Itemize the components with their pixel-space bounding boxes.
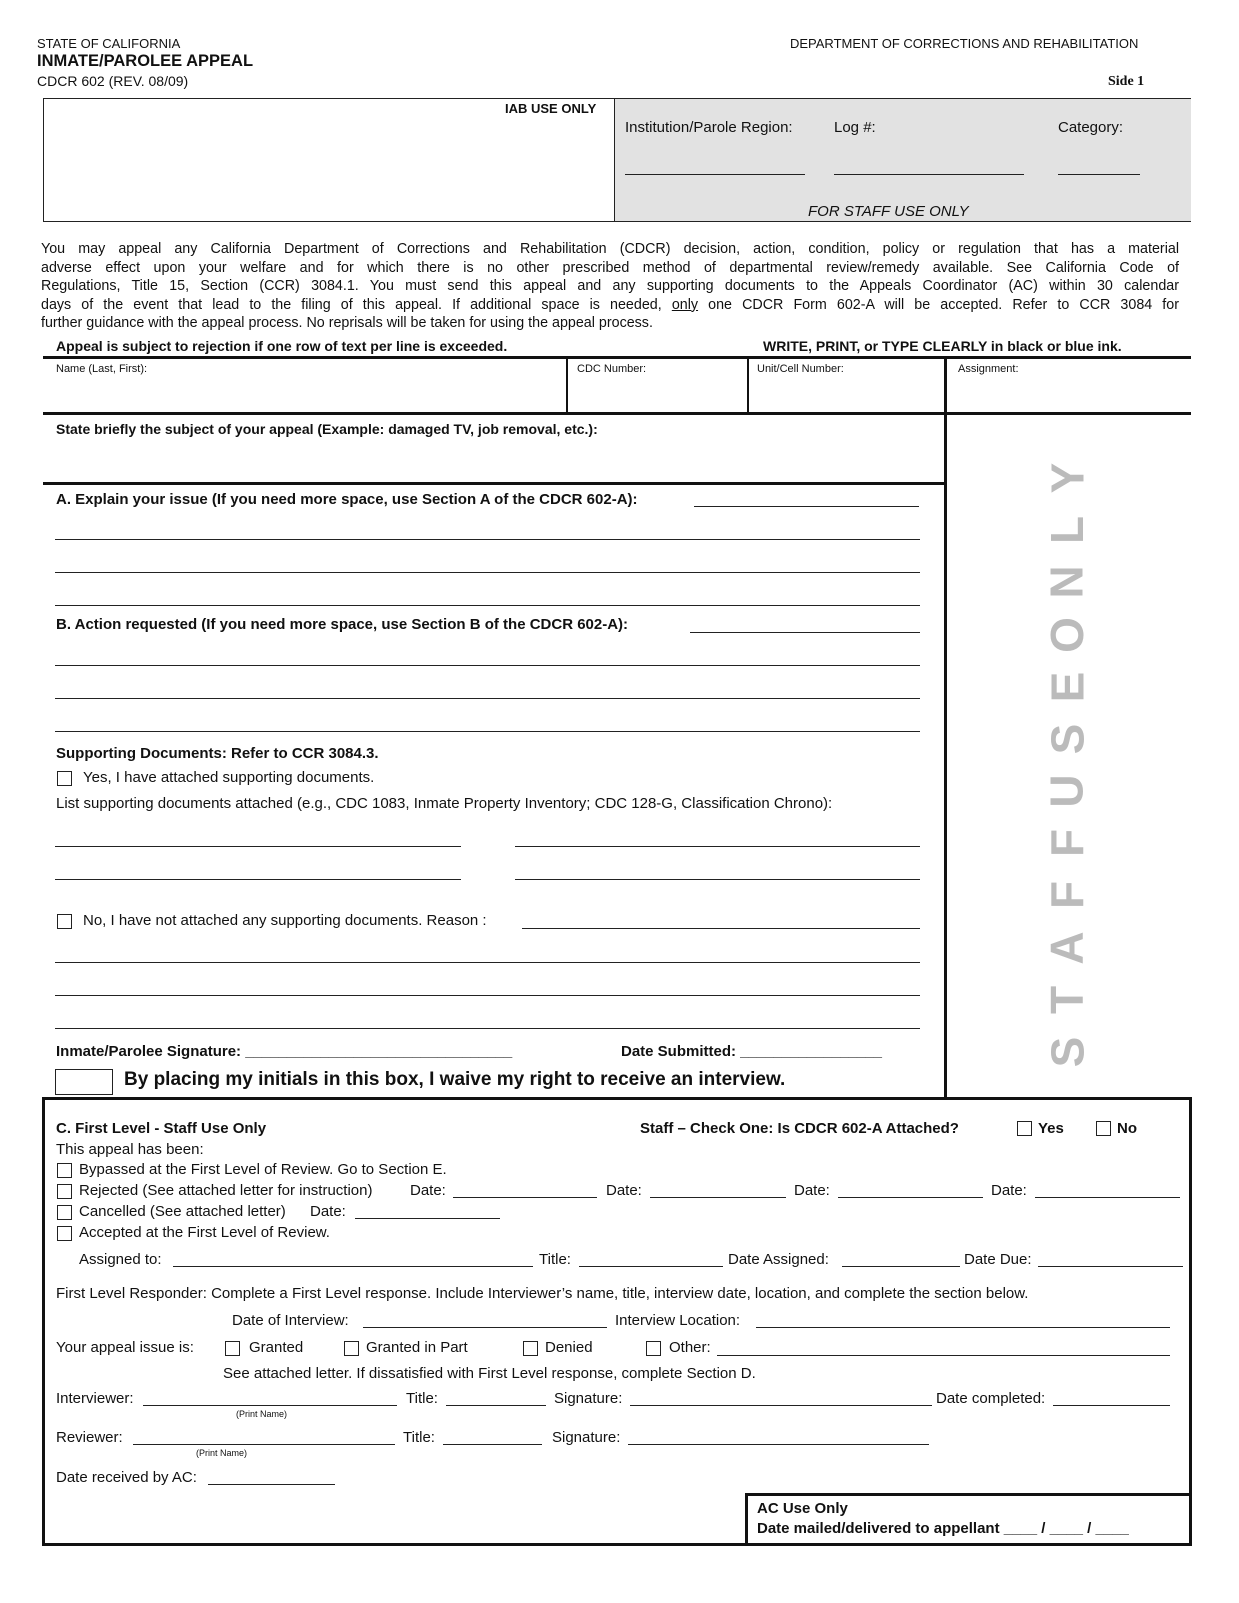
date-completed-field[interactable] [1053, 1405, 1170, 1406]
rejected-date-label: Date: [606, 1182, 642, 1199]
rejected-label: Rejected (See attached letter for instruction) [79, 1182, 373, 1199]
accepted-checkbox[interactable] [57, 1226, 72, 1241]
staff-use-only-vertical [1037, 455, 1097, 1075]
section-b-line[interactable] [690, 632, 920, 633]
see-letter-text: See attached letter. If dissatisfied with First Level response, complete Section D. [223, 1365, 756, 1382]
reviewer-field[interactable] [133, 1444, 395, 1445]
intro-line4-pre: days of the event that lead to the filing of this appeal. If additional space is needed, [41, 296, 662, 313]
assigned-title-label: Title: [539, 1251, 571, 1268]
cancelled-label: Cancelled (See attached letter) [79, 1203, 286, 1220]
section-c-title: C. First Level - Staff Use Only [56, 1120, 267, 1137]
supporting-docs-title: Supporting Documents: Refer to CCR 3084.3. [56, 745, 379, 762]
rejection-note: Appeal is subject to rejection if one row of text per line is exceeded. [56, 338, 508, 354]
print-name-hint: (Print Name) [236, 1409, 288, 1419]
interviewer-title-label: Title: [406, 1390, 438, 1407]
write-clearly-note: WRITE, PRINT, or TYPE CLEARLY in black or blue ink. [763, 338, 1122, 354]
staff-letter: E [1041, 671, 1093, 703]
fields-bottom-rule [43, 412, 1191, 415]
cancelled-date-field[interactable] [355, 1218, 500, 1219]
docs-line[interactable] [55, 846, 461, 847]
intro-line4-post: one CDCR Form 602-A will be accepted. Refer to CCR 3084 for [708, 296, 1179, 313]
department-label: DEPARTMENT OF CORRECTIONS AND REHABILITATION [790, 36, 1139, 51]
interview-location-label: Interview Location: [615, 1312, 741, 1329]
reviewer-signature-label: Signature: [552, 1429, 621, 1446]
interviewer-field[interactable] [143, 1405, 397, 1406]
date-completed-label: Date completed: [936, 1390, 1046, 1407]
staff-letter: F [1040, 881, 1093, 910]
section-a-line[interactable] [694, 506, 919, 507]
date-interview-label: Date of Interview: [232, 1312, 349, 1329]
cancelled-checkbox[interactable] [57, 1205, 72, 1220]
subject-rule[interactable] [43, 482, 946, 485]
ac-divider [745, 1493, 748, 1545]
other-label: Other: [669, 1339, 711, 1356]
no-attached-label: No, I have not attached any supporting documents. Reason : [83, 912, 487, 929]
field-divider [747, 357, 749, 414]
responder-instructions: First Level Responder: Complete a First Level response. Include Interviewer’s name, title, interview date, location, and complete the section below. [56, 1285, 1029, 1302]
assignment-label: Assignment: [958, 363, 1019, 375]
intro-paragraph [41, 240, 1179, 333]
side-label: Side 1 [1108, 74, 1145, 89]
issue-is-label: Your appeal issue is: [56, 1339, 194, 1356]
staff-letter: O [1041, 616, 1093, 653]
rejected-date-field[interactable] [453, 1197, 597, 1198]
name-input[interactable] [56, 375, 561, 409]
staff-check-label: Staff – Check One: Is CDCR 602-A Attached? [640, 1120, 959, 1137]
ac-divider [745, 1493, 1190, 1496]
intro-line: You may appeal any California Department of Corrections and Rehabilitation (CDCR) decision, action, condition, policy or regulation that has a material [41, 241, 1179, 257]
date-due-field[interactable] [1038, 1266, 1183, 1267]
yes-attached-label: Yes, I have attached supporting documents. [83, 769, 375, 786]
staff-letter: S [1041, 723, 1093, 755]
granted-label: Granted [249, 1339, 304, 1356]
staff-letter: A [1040, 930, 1093, 965]
accepted-label: Accepted at the First Level of Review. [79, 1224, 330, 1241]
section-a-line[interactable] [55, 539, 920, 540]
institution-field[interactable] [625, 174, 805, 175]
granted-checkbox[interactable] [225, 1341, 240, 1356]
interview-location-field[interactable] [756, 1327, 1170, 1328]
assigned-to-field[interactable] [173, 1266, 533, 1267]
assigned-title-field[interactable] [579, 1266, 723, 1267]
initials-box[interactable] [55, 1069, 113, 1095]
date-due-label: Date Due: [964, 1251, 1032, 1268]
subject-label: State briefly the subject of your appeal (Example: damaged TV, job removal, etc.): [56, 421, 598, 437]
reviewer-title-field[interactable] [443, 1444, 542, 1445]
ac-use-only-label: AC Use Only [757, 1500, 848, 1517]
bypassed-label: Bypassed at the First Level of Review. Go to Section E. [79, 1161, 447, 1178]
rejected-date-field[interactable] [1035, 1197, 1180, 1198]
section-b-line[interactable] [55, 698, 920, 699]
reviewer-title-label: Title: [403, 1429, 435, 1446]
rule-divider [43, 356, 1191, 359]
unit-cell-input[interactable] [757, 375, 939, 409]
iab-use-label: IAB USE ONLY [505, 101, 597, 116]
reason-line[interactable] [55, 995, 920, 996]
interviewer-signature-field[interactable] [630, 1405, 932, 1406]
attached-yes-label: Yes [1038, 1120, 1064, 1137]
staff-letter: T [1040, 985, 1093, 1014]
log-label: Log #: [834, 119, 876, 136]
docs-line[interactable] [515, 879, 920, 880]
reason-line[interactable] [522, 928, 920, 929]
date-received-field[interactable] [208, 1484, 335, 1485]
reviewer-signature-field[interactable] [628, 1444, 929, 1445]
date-interview-field[interactable] [363, 1327, 607, 1328]
intro-only: only [671, 296, 699, 313]
date-assigned-label: Date Assigned: [728, 1251, 829, 1268]
staff-letter: N [1040, 565, 1093, 599]
rejected-date-label: Date: [991, 1182, 1027, 1199]
section-a-line[interactable] [55, 572, 920, 573]
docs-line[interactable] [515, 846, 920, 847]
has-been-label: This appeal has been: [56, 1141, 204, 1158]
institution-label: Institution/Parole Region: [625, 119, 793, 136]
interviewer-title-field[interactable] [446, 1405, 546, 1406]
denied-label: Denied [545, 1339, 593, 1356]
assignment-input[interactable] [958, 375, 1183, 409]
assigned-to-label: Assigned to: [79, 1251, 162, 1268]
no-attached-checkbox[interactable] [57, 914, 72, 929]
section-a-line[interactable] [55, 605, 920, 606]
granted-in-part-label: Granted in Part [366, 1339, 468, 1356]
staff-letter: L [1040, 516, 1093, 545]
reviewer-label: Reviewer: [56, 1429, 123, 1446]
section-b-label: B. Action requested (If you need more space, use Section B of the CDCR 602-A): [56, 616, 629, 633]
rejected-date-field[interactable] [838, 1197, 983, 1198]
granted-in-part-checkbox[interactable] [344, 1341, 359, 1356]
intro-line: Regulations, Title 15, Section (CCR) 3084.1. You must send this appeal and any supporting documents to the Appeals Coordinator (AC) within 30 calendar [41, 278, 1179, 294]
category-field[interactable] [1058, 174, 1140, 175]
waive-interview-text: By placing my initials in this box, I waive my right to receive an interview. [124, 1069, 786, 1090]
staff-letter: Y [1041, 462, 1093, 494]
name-label: Name (Last, First): [56, 363, 148, 375]
form-title: INMATE/PAROLEE APPEAL [37, 52, 254, 70]
rejected-date-label: Date: [794, 1182, 830, 1199]
attached-no-label: No [1117, 1120, 1137, 1137]
print-name-hint: (Print Name) [196, 1448, 248, 1458]
list-docs-label: List supporting documents attached (e.g., CDC 1083, Inmate Property Inventory; CDC 128-G, Classification Chrono): [56, 795, 833, 812]
date-submitted-label: Date Submitted: _________________ [621, 1043, 882, 1060]
bypassed-checkbox[interactable] [57, 1163, 72, 1178]
rejected-checkbox[interactable] [57, 1184, 72, 1199]
staff-letter: F [1040, 829, 1093, 858]
date-received-label: Date received by AC: [56, 1469, 197, 1486]
attached-no-checkbox[interactable] [1096, 1121, 1111, 1136]
intro-line: further guidance with the appeal process. No reprisals will be taken for using the appeal process. [41, 315, 653, 331]
category-label: Category: [1058, 119, 1124, 136]
interviewer-signature-label: Signature: [554, 1390, 623, 1407]
state-label: STATE OF CALIFORNIA [37, 36, 181, 51]
cdc-number-label: CDC Number: [577, 363, 647, 375]
docs-line[interactable] [55, 879, 461, 880]
staff-use-label: FOR STAFF USE ONLY [808, 203, 969, 220]
cdc-number-input[interactable] [577, 375, 742, 409]
reason-line[interactable] [55, 962, 920, 963]
field-divider [566, 357, 568, 414]
intro-line: adverse effect upon your welfare and for which there is no other prescribed method of departmental review/remedy available. See California Code of [41, 259, 1179, 276]
inmate-signature-label: Inmate/Parolee Signature: ________________________________ [56, 1043, 513, 1060]
yes-attached-checkbox[interactable] [57, 771, 72, 786]
form-number: CDCR 602 (REV. 08/09) [37, 73, 189, 89]
other-field[interactable] [717, 1355, 1170, 1356]
cancelled-date-label: Date: [310, 1203, 346, 1220]
attached-yes-checkbox[interactable] [1017, 1121, 1032, 1136]
staff-column-divider [944, 357, 947, 1099]
date-assigned-field[interactable] [842, 1266, 960, 1267]
intro-line [41, 296, 1179, 315]
log-field[interactable] [834, 174, 1024, 175]
reason-line[interactable] [55, 1028, 920, 1029]
section-a-label: A. Explain your issue (If you need more space, use Section A of the CDCR 602-A): [56, 491, 638, 508]
other-checkbox[interactable] [646, 1341, 661, 1356]
denied-checkbox[interactable] [523, 1341, 538, 1356]
section-b-line[interactable] [55, 665, 920, 666]
interviewer-label: Interviewer: [56, 1390, 134, 1407]
rejected-date-field[interactable] [650, 1197, 786, 1198]
date-mailed-label: Date mailed/delivered to appellant ____ / ____ / ____ [757, 1520, 1129, 1537]
staff-letter: U [1040, 774, 1093, 808]
rejected-date-label: Date: [410, 1182, 446, 1199]
unit-cell-label: Unit/Cell Number: [757, 363, 844, 375]
staff-letter: S [1041, 1036, 1093, 1068]
section-b-line[interactable] [55, 731, 920, 732]
